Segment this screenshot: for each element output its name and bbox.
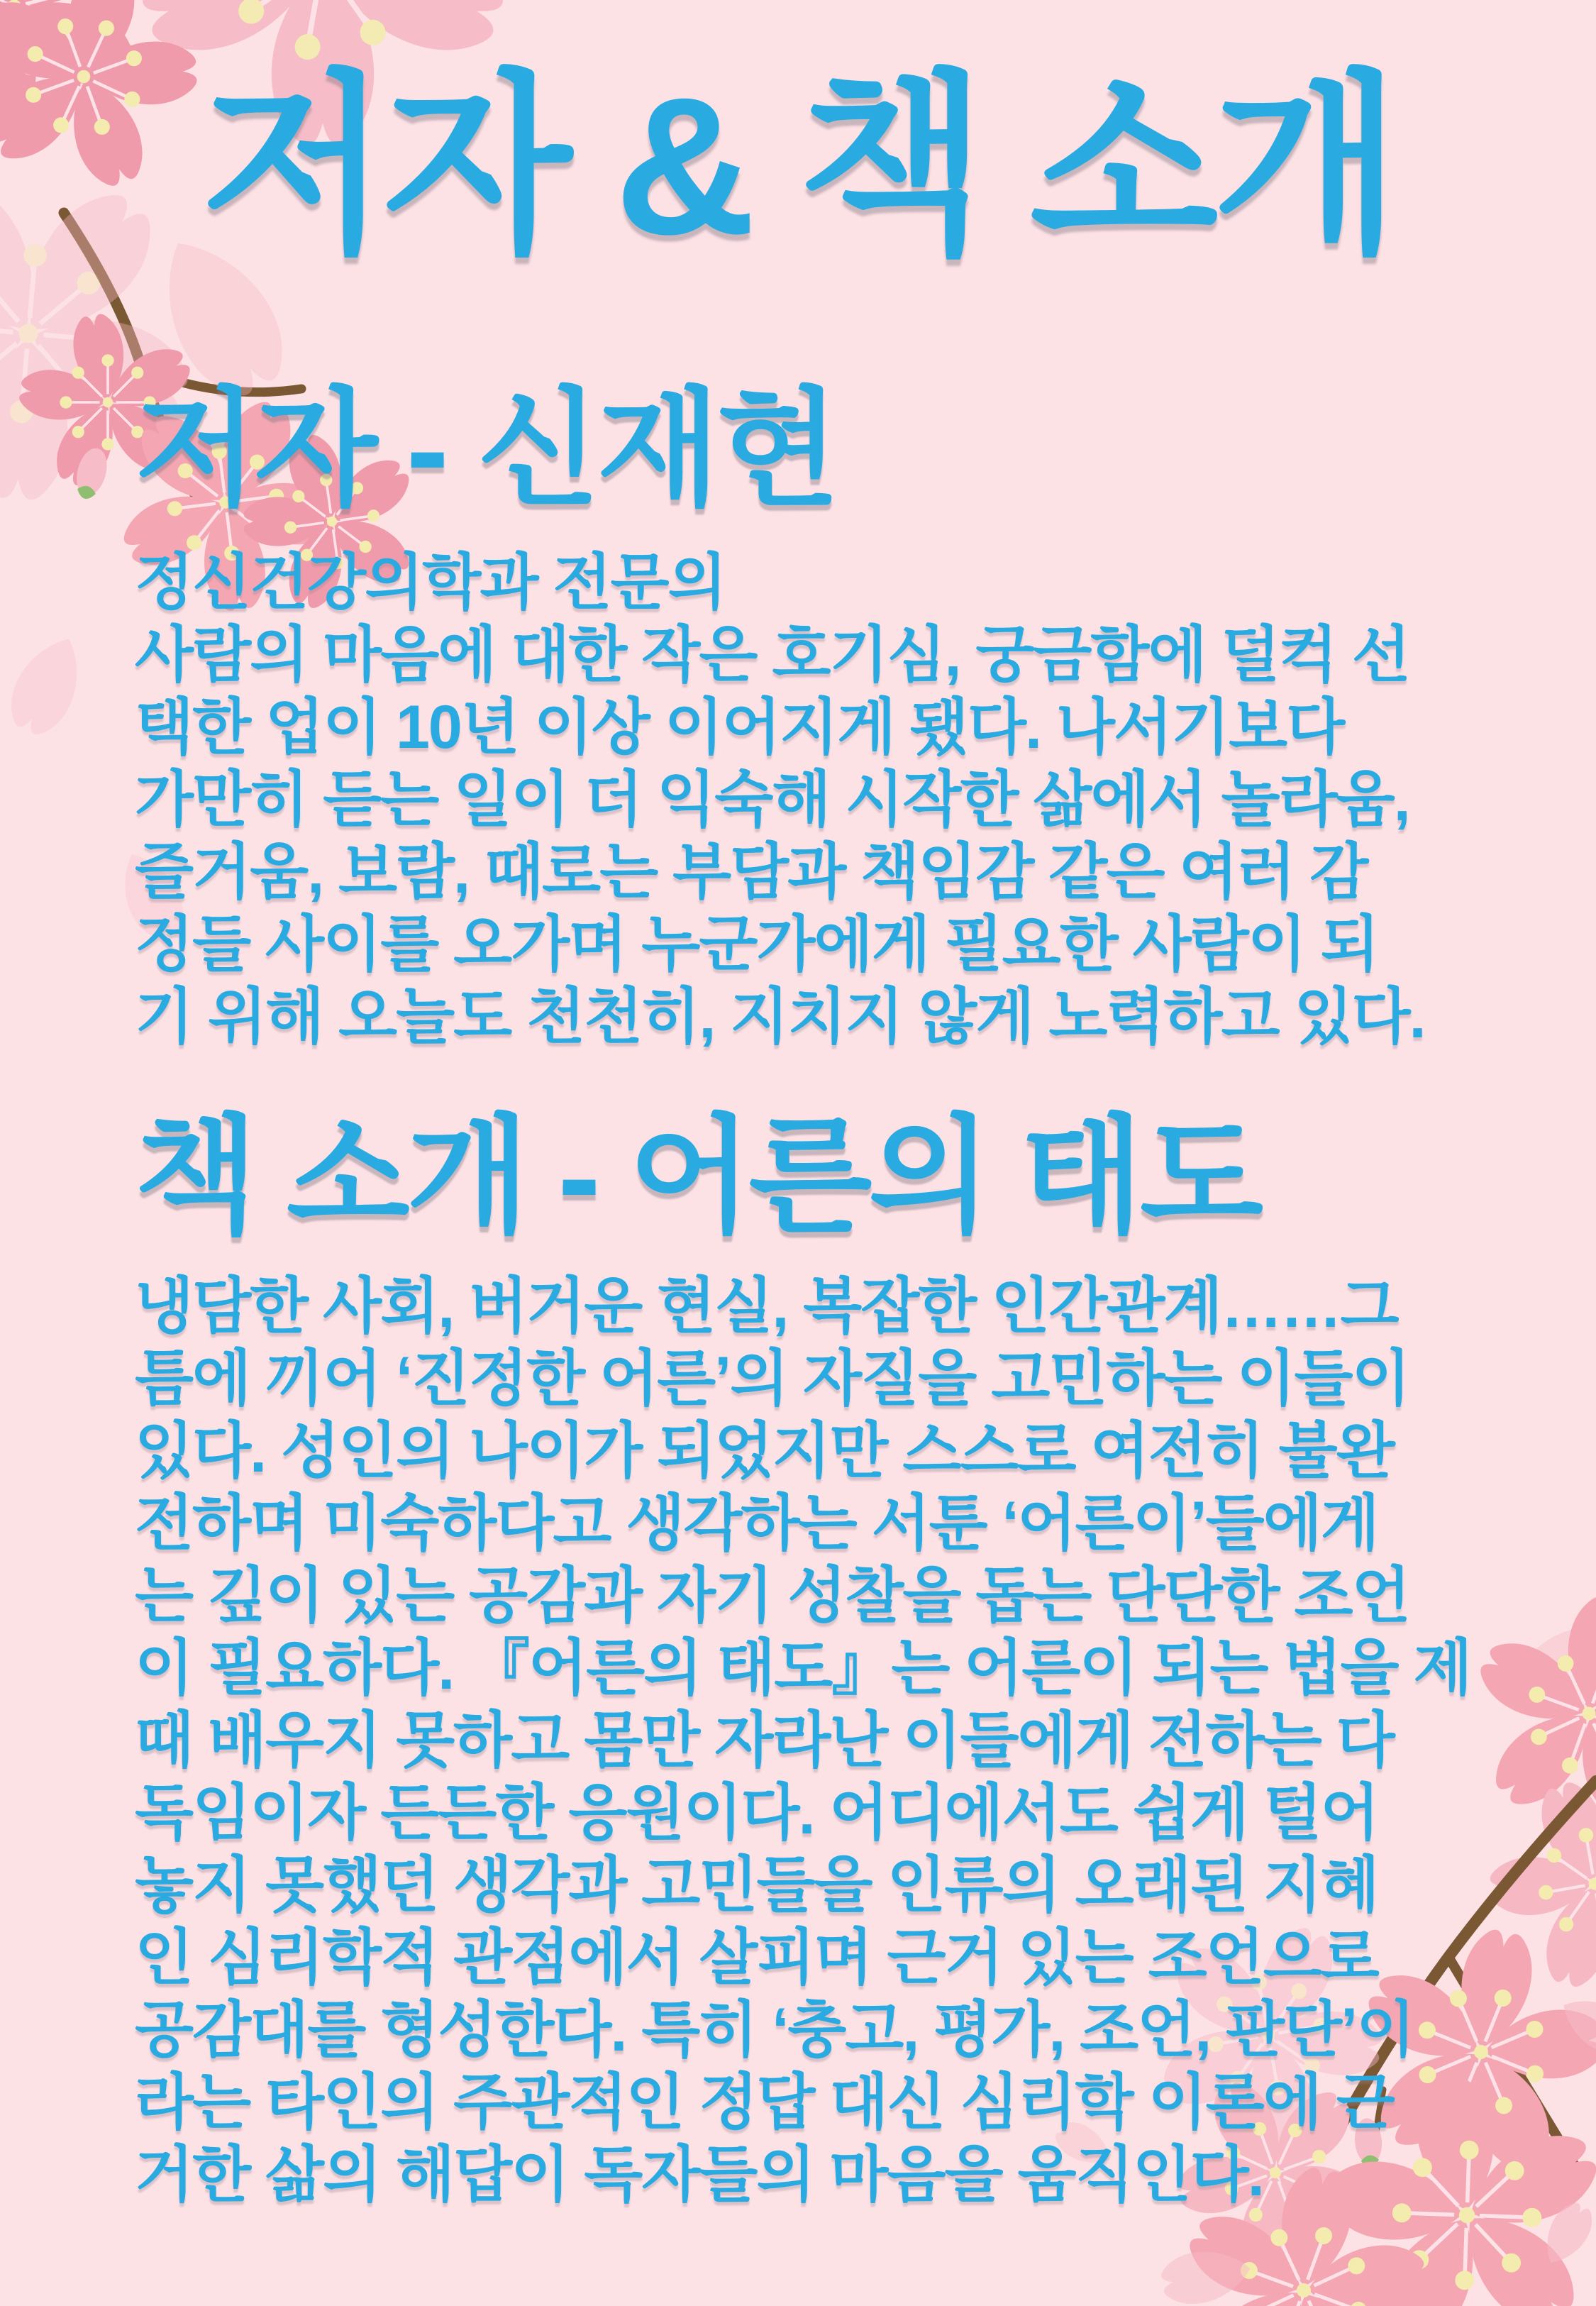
- author-bio-line: 기 위해 오늘도 천천히, 지치지 않게 노력하고 있다.: [135, 983, 1425, 1051]
- author-bio-line: 택한 업이 10년 이상 이어지게 됐다. 나서기보다: [135, 693, 1344, 761]
- book-description-line: 있다. 성인의 나이가 되었지만 스스로 여전히 불완: [135, 1417, 1394, 1485]
- book-description-line: 거한 삶의 해답이 독자들의 마음을 움직인다.: [135, 2141, 1263, 2209]
- book-description-line: 냉담한 사회, 버거운 현실, 복잡한 인간관계……그: [135, 1272, 1398, 1340]
- book-description: [135, 1270, 1518, 2211]
- author-bio-line: 정신건강의학과 전문의: [135, 548, 726, 617]
- author-bio-line: 즐거움, 보람, 때로는 부담과 책임감 같은 여러 감: [135, 838, 1368, 906]
- author-bio-line: 사람의 마음에 대한 작은 호기심, 궁금함에 덜컥 선: [135, 621, 1409, 689]
- book-description-line: 놓지 못했던 생각과 고민들을 인류의 오래된 지혜: [135, 1851, 1378, 1919]
- author-section-heading: 저자 - 신재현: [135, 378, 837, 521]
- book-description-line: 라는 타인의 주관적인 정답 대신 심리학 이론에 근: [135, 2068, 1394, 2136]
- page-title: 저자 & 책 소개: [200, 57, 1396, 275]
- book-description-line: 독임이자 든든한 응원이다. 어디에서도 쉽게 털어: [135, 1779, 1378, 1847]
- book-description-line: 는 깊이 있는 공감과 자기 성찰을 돕는 단단한 조언: [135, 1562, 1409, 1630]
- book-description-line: 이 필요하다. 『어른의 태도』는 어른이 되는 법을 제: [135, 1634, 1471, 1702]
- author-bio: [135, 546, 1518, 1053]
- book-description-line: 틈에 끼어 ‘진정한 어른’의 자질을 고민하는 이들이: [135, 1345, 1409, 1413]
- book-description-line: 공감대를 형성한다. 특히 ‘충고, 평가, 조언, 판단’이: [135, 1996, 1414, 2064]
- author-bio-line: 정들 사이를 오가며 누군가에게 필요한 사람이 되: [135, 910, 1378, 978]
- book-description-line: 때 배우지 못하고 몸만 자라난 이들에게 전하는 다: [135, 1706, 1394, 1775]
- book-section-heading: 책 소개 - 어른의 태도: [135, 1105, 1260, 1248]
- book-description-line: 전하며 미숙하다고 생각하는 서툰 ‘어른이’들에게: [135, 1489, 1378, 1557]
- author-bio-line: 가만히 듣는 일이 더 익숙해 시작한 삶에서 놀라움,: [135, 766, 1409, 834]
- book-description-line: 인 심리학적 관점에서 살피며 근거 있는 조언으로: [135, 1924, 1378, 1992]
